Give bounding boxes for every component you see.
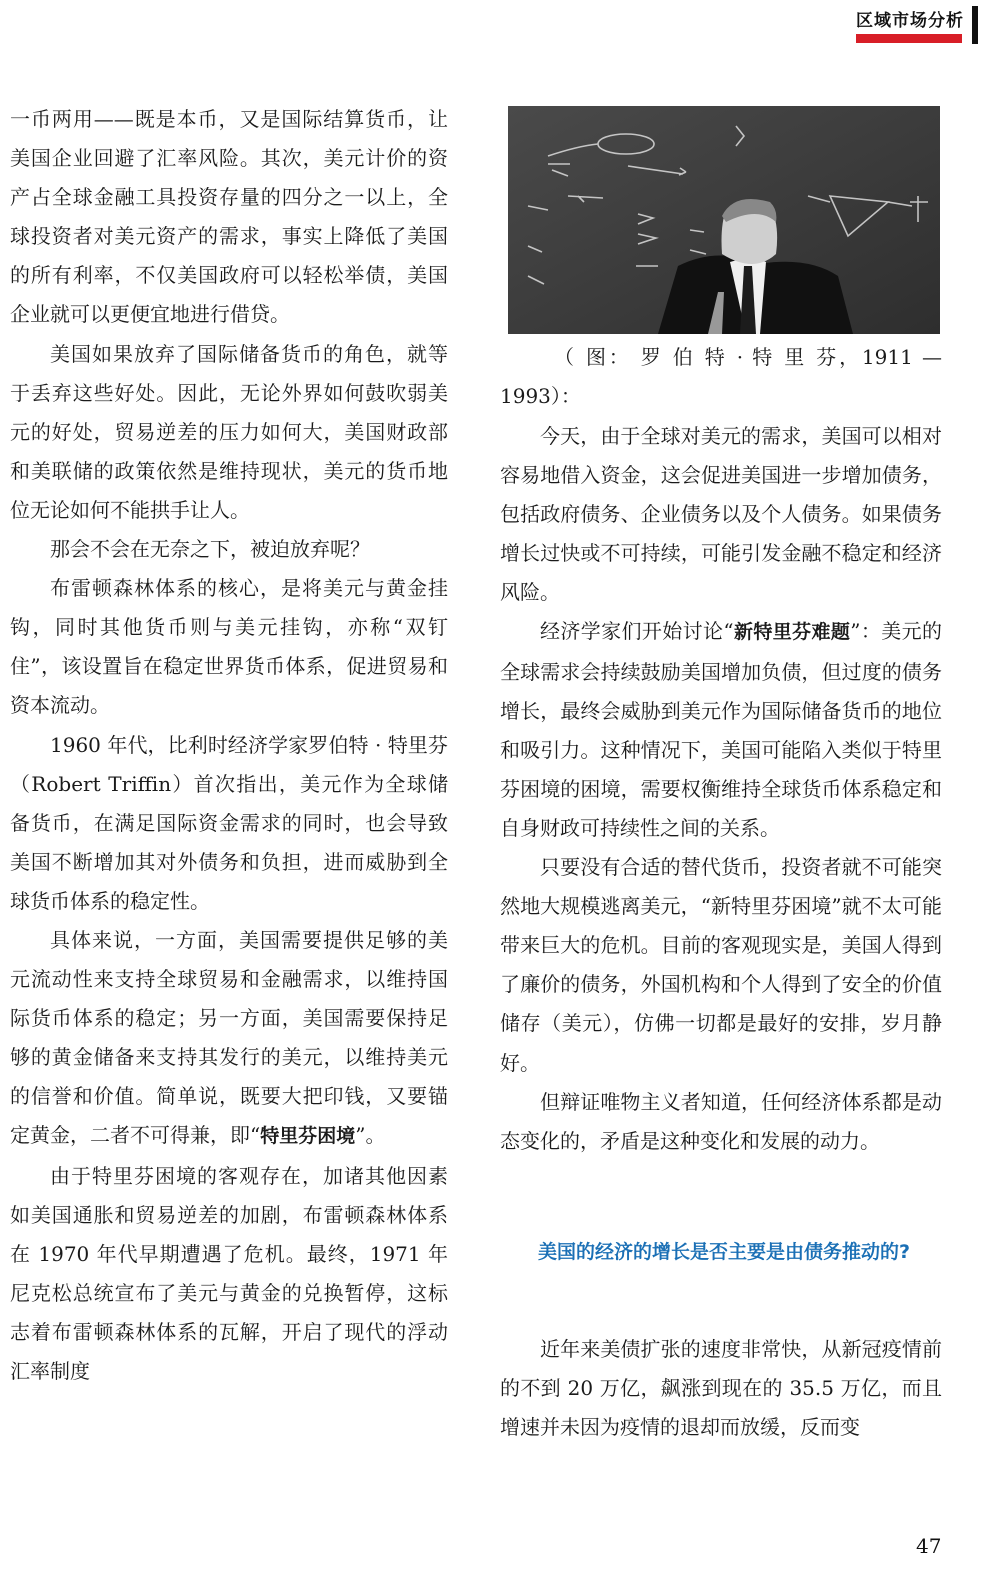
- caption-line: 1993）：: [500, 384, 581, 408]
- paragraph-text: ”：美元的全球需求会持续鼓励美国增加负债，但过度的债务增长，最终会威胁到美元作为国际储备货币的地位和吸引力。这种情况下，美国可能陷入类似于特里芬困境的困境，需要权衡维持全球货币体系稳定和自身财政可持续性之间的关系。: [500, 619, 942, 840]
- paragraph: 由于特里芬困境的客观存在，加诸其他因素如美国通胀和贸易逆差的加剧，布雷顿森林体系在 1970 年代早期遭遇了危机。最终，1971 年尼克松总统宣布了美元与黄金的兑换暂停，这标志着布雷顿森林体系的瓦解，开启了现代的浮动汇率制度: [10, 1163, 448, 1383]
- right-column: [500, 417, 942, 1161]
- section-title: 区域市场分析: [856, 11, 964, 31]
- paragraph-text: 经济学家们开始讨论“: [540, 619, 734, 644]
- section-accent-bar: [856, 34, 962, 43]
- paragraph-text: 具体来说，一方面，美国需要提供足够的美元流动性来支持全球贸易和金融需求，以维持国际货币体系的稳定；另一方面，美国需要保持足够的黄金储备来支持其发行的美元，以维持美元的信誉和价值。简单说，既要大把印钱，又要锚定黄金，二者不可得兼，即“: [10, 927, 448, 1148]
- paragraph: [500, 612, 942, 848]
- portrait-photo: [508, 106, 940, 334]
- paragraph-text: ”。: [355, 1123, 386, 1148]
- bold-term: 特里芬困境: [260, 1125, 356, 1148]
- paragraph: 那会不会在无奈之下，被迫放弃呢？: [50, 537, 370, 562]
- bold-term: 新特里芬难题: [733, 621, 851, 644]
- paragraph: 一币两用——既是本币，又是国际结算货币，让美国企业回避了汇率风险。其次，美元计价的资产占全球金融工具投资存量的四分之一以上，全球投资者对美元资产的需求，事实上降低了美国的所有利率，不仅美国政府可以轻松举债，美国企业就可以更便宜地进行借贷。: [10, 107, 448, 327]
- caption-line: （ 图： 罗 伯 特 · 特 里 芬，1911 —: [554, 345, 942, 369]
- page-number: 47: [916, 1534, 942, 1558]
- paragraph: 布雷顿森林体系的核心，是将美元与黄金挂钩，同时其他货币则与美元挂钩，亦称“双钉住”，该设置旨在稳定世界货币体系，促进贸易和资本流动。: [10, 576, 448, 718]
- right-column-continued: [500, 1330, 942, 1447]
- paragraph: 美国如果放弃了国际储备货币的角色，就等于丢弃这些好处。因此，无论外界如何鼓吹弱美元的好处，贸易逆差的压力如何大，美国财政部和美联储的政策依然是维持现状，美元的货币地位无论如何不能拱手让人。: [10, 341, 448, 522]
- subheading: 美国的经济的增长是否主要是由债务推动的?: [538, 1241, 911, 1263]
- left-column: [10, 100, 448, 1391]
- paragraph: 但辩证唯物主义者知道，任何经济体系都是动态变化的，矛盾是这种变化和发展的动力。: [500, 1089, 942, 1153]
- section-divider-bar: [972, 6, 978, 44]
- paragraph: 1960 年代，比利时经济学家罗伯特 · 特里芬（Robert Triffin）首次指出，美元作为全球储备货币，在满足国际资金需求的同时，也会导致美国不断增加其对外债务和负担，进而威胁到全球货币体系的稳定性。: [10, 732, 448, 913]
- paragraph: 近年来美债扩张的速度非常快，从新冠疫情前的不到 20 万亿，飙涨到现在的 35.5 万亿，而且增速并未因为疫情的退却而放缓，反而变: [500, 1337, 942, 1440]
- paragraph: 今天，由于全球对美元的需求，美国可以相对容易地借入资金，这会促进美国进一步增加债务，包括政府债务、企业债务以及个人债务。如果债务增长过快或不可持续，可能引发金融不稳定和经济风险。: [500, 424, 942, 605]
- photo-caption: [500, 338, 942, 416]
- paragraph: 只要没有合适的替代货币，投资者就不可能突然地大规模逃离美元，“新特里芬困境”就不太可能带来巨大的危机。目前的客观现实是，美国人得到了廉价的债务，外国机构和个人得到了安全的价值储存（美元），仿佛一切都是最好的安排，岁月静好。: [500, 855, 942, 1075]
- paragraph: [10, 921, 448, 1157]
